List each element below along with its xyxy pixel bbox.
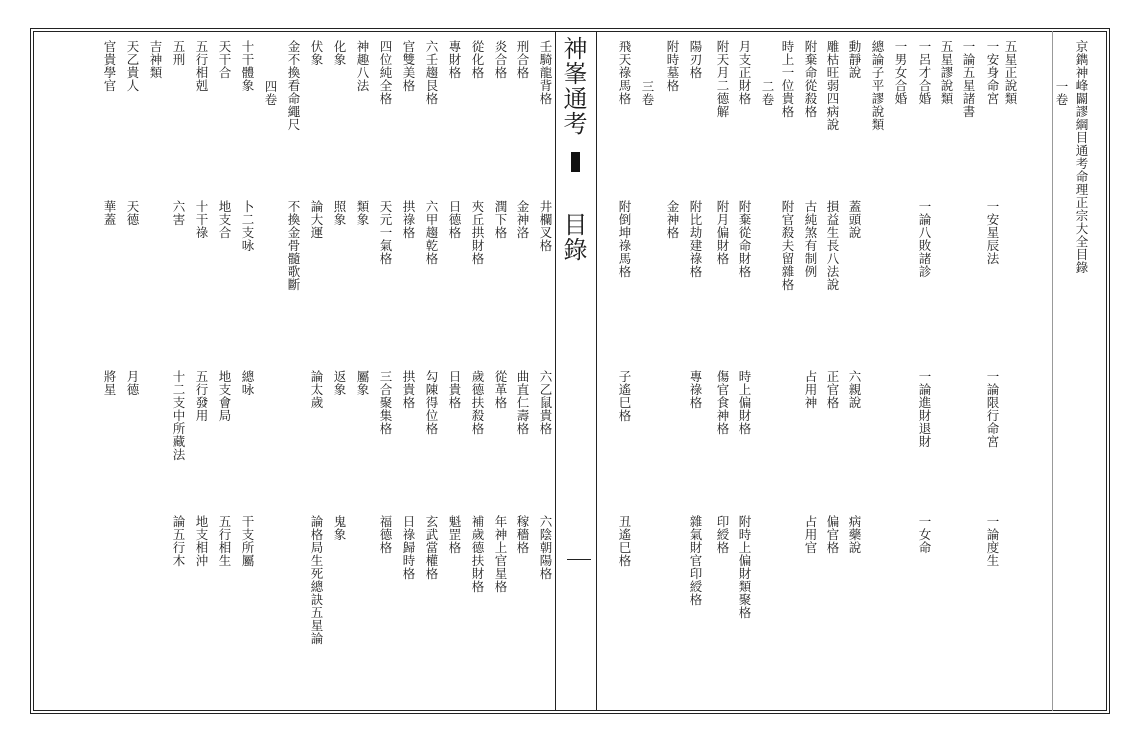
toc-entry-e2: 六親說 bbox=[847, 370, 862, 409]
toc-entry-g8: 神趣八法 bbox=[355, 40, 370, 92]
toc-entry-i16: 月德 bbox=[125, 370, 140, 396]
toc-entry-g6: 官雙美格 bbox=[401, 40, 416, 92]
toc-entry-i0: 六乙鼠貴格 bbox=[538, 370, 553, 435]
toc-entry-g9: 化象 bbox=[332, 40, 347, 66]
toc-entry-c4: 一論五星諸書 bbox=[961, 40, 976, 118]
toc-entry-c3: 一安身命宮 bbox=[985, 40, 1000, 105]
toc-entry-j7: 福德格 bbox=[378, 515, 393, 554]
toc-entry-h0: 井欄叉格 bbox=[538, 200, 553, 252]
toc-entry-g3: 從化格 bbox=[470, 40, 485, 79]
toc-entry-e6: 傷官食神格 bbox=[715, 370, 730, 435]
toc-entry-i11: 總咏 bbox=[240, 370, 255, 396]
right-margin-rule bbox=[1052, 31, 1053, 711]
toc-entry-j14: 論五行木 bbox=[171, 515, 186, 567]
toc-entry-h3: 夾丘拱財格 bbox=[470, 200, 485, 265]
toc-entry-g5: 六壬趨艮格 bbox=[424, 40, 439, 105]
toc-entry-e0: 一論限行命宮 bbox=[985, 370, 1000, 448]
toc-entry-h15: 六害 bbox=[171, 200, 186, 226]
toc-entry-h13: 地支合 bbox=[217, 200, 232, 239]
toc-entry-c9: 動靜說 bbox=[847, 40, 862, 79]
toc-entry-e7: 專祿格 bbox=[688, 370, 703, 409]
toc-entry-i7: 三合聚集格 bbox=[378, 370, 393, 435]
toc-entry-i6: 拱貴格 bbox=[401, 370, 416, 409]
toc-entry-i14: 十二支中所藏法 bbox=[171, 370, 186, 461]
toc-entry-g12: 四卷 bbox=[263, 80, 278, 106]
toc-entry-f8: 丑遙巳格 bbox=[617, 515, 632, 567]
toc-entry-i4: 日貴格 bbox=[447, 370, 462, 409]
centre-fold-line-right bbox=[596, 31, 597, 711]
toc-entry-c10: 雕枯旺弱四病說 bbox=[825, 40, 840, 131]
toc-entry-g4: 專財格 bbox=[447, 40, 462, 79]
toc-entry-c8: 總論子平謬說類 bbox=[870, 40, 885, 131]
toc-entry-j4: 魁罡格 bbox=[447, 515, 462, 554]
toc-entry-h9: 照象 bbox=[332, 200, 347, 226]
toc-entry-j10: 論格局生死總訣五星論 bbox=[309, 515, 324, 645]
book-title: 神峯通考 bbox=[559, 36, 587, 136]
toc-entry-h11: 不換金骨髓歌斷 bbox=[286, 200, 301, 291]
toc-entry-d0: 一安星辰法 bbox=[985, 200, 1000, 265]
section-title: 目錄 bbox=[559, 212, 587, 262]
toc-entry-c7: 一男女合婚 bbox=[893, 40, 908, 105]
toc-entry-j9: 鬼象 bbox=[332, 515, 347, 541]
toc-entry-j13: 地支相沖 bbox=[194, 515, 209, 567]
toc-entry-c18: 三卷 bbox=[640, 80, 655, 106]
toc-entry-j0: 六陰朝陽格 bbox=[538, 515, 553, 580]
toc-entry-d4: 古純煞有制例 bbox=[803, 200, 818, 278]
toc-entry-i5: 勾陳得位格 bbox=[424, 370, 439, 435]
toc-entry-h5: 六甲趨乾格 bbox=[424, 200, 439, 265]
toc-entry-h10: 論大運 bbox=[309, 200, 324, 239]
toc-entry-c14: 月支正財格 bbox=[737, 40, 752, 105]
toc-entry-c11: 附棄命從殺格 bbox=[803, 40, 818, 118]
toc-entry-e1: 一論進財退財 bbox=[917, 370, 932, 448]
toc-entry-j11: 干支所屬 bbox=[240, 515, 255, 567]
toc-entry-c19: 飛天祿馬格 bbox=[617, 40, 632, 105]
toc-entry-f1: 一女命 bbox=[917, 515, 932, 554]
toc-entry-c0: 京鐫神峰闢謬綱目通考命理正宗大全目錄 bbox=[1074, 40, 1089, 274]
toc-entry-d1: 一論八敗諸診 bbox=[917, 200, 932, 278]
toc-entry-i8: 屬象 bbox=[355, 370, 370, 396]
toc-entry-g15: 五行相剋 bbox=[194, 40, 209, 92]
toc-entry-h18: 華蓋 bbox=[102, 200, 117, 226]
toc-entry-j6: 日祿歸時格 bbox=[401, 515, 416, 580]
toc-entry-h2: 潤下格 bbox=[493, 200, 508, 239]
toc-entry-i10: 論太歲 bbox=[309, 370, 324, 409]
toc-entry-g18: 天乙貴人 bbox=[125, 40, 140, 92]
toc-entry-g2: 炎合格 bbox=[493, 40, 508, 79]
toc-entry-g13: 十干體象 bbox=[240, 40, 255, 92]
toc-entry-i1: 曲直仁壽格 bbox=[515, 370, 530, 435]
toc-entry-j3: 補歲德扶財格 bbox=[470, 515, 485, 593]
toc-entry-g10: 伏象 bbox=[309, 40, 324, 66]
toc-entry-j5: 玄武當權格 bbox=[424, 515, 439, 580]
toc-entry-d3: 損益生長八法說 bbox=[825, 200, 840, 291]
toc-entry-i13: 五行發用 bbox=[194, 370, 209, 422]
toc-entry-c1: 一卷 bbox=[1054, 80, 1069, 106]
toc-entry-h8: 類象 bbox=[355, 200, 370, 226]
toc-entry-e4: 占用神 bbox=[803, 370, 818, 409]
toc-entry-g16: 五刑 bbox=[171, 40, 186, 66]
toc-entry-g0: 壬騎龍背格 bbox=[538, 40, 553, 105]
toc-entry-i12: 地支會局 bbox=[217, 370, 232, 422]
toc-entry-f0: 一論度生 bbox=[985, 515, 1000, 567]
toc-entry-g14: 天干合 bbox=[217, 40, 232, 79]
toc-entry-d8: 附比劫建祿格 bbox=[688, 200, 703, 278]
toc-entry-d10: 附倒坤祿馬格 bbox=[617, 200, 632, 278]
toc-entry-d5: 附官殺夫留雜格 bbox=[780, 200, 795, 291]
toc-entry-i2: 從革格 bbox=[493, 370, 508, 409]
toc-entry-f3: 偏官格 bbox=[825, 515, 840, 554]
toc-entry-c12: 時上一位貴格 bbox=[780, 40, 795, 118]
fishtail-mark bbox=[571, 152, 580, 172]
toc-entry-g17: 吉神類 bbox=[148, 40, 163, 79]
toc-entry-f5: 附時上偏財類聚格 bbox=[737, 515, 752, 619]
toc-entry-e3: 正官格 bbox=[825, 370, 840, 409]
toc-entry-j2: 年神上官星格 bbox=[493, 515, 508, 593]
toc-entry-h17: 天德 bbox=[125, 200, 140, 226]
toc-entry-c16: 陽刃格 bbox=[688, 40, 703, 79]
toc-entry-i9: 返象 bbox=[332, 370, 347, 396]
toc-entry-h12: 卜二支咏 bbox=[240, 200, 255, 252]
toc-entry-g1: 刑合格 bbox=[515, 40, 530, 79]
toc-entry-i17: 將星 bbox=[102, 370, 117, 396]
toc-entry-j12: 五行相生 bbox=[217, 515, 232, 567]
toc-entry-e5: 時上偏財格 bbox=[737, 370, 752, 435]
toc-entry-c6: 一呂才合婚 bbox=[917, 40, 932, 105]
toc-entry-f2: 病藥說 bbox=[847, 515, 862, 554]
toc-entry-g11: 金不換看命繩尺 bbox=[286, 40, 301, 131]
toc-entry-c13: 二卷 bbox=[760, 80, 775, 106]
toc-entry-h1: 金神洛 bbox=[515, 200, 530, 239]
toc-entry-h7: 天元一氣格 bbox=[378, 200, 393, 265]
toc-entry-e8: 子遙巳格 bbox=[617, 370, 632, 422]
toc-entry-j1: 稼穡格 bbox=[515, 515, 530, 554]
toc-entry-f6: 印綬格 bbox=[715, 515, 730, 554]
toc-entry-d7: 附月偏財格 bbox=[715, 200, 730, 265]
toc-entry-g19: 官貴學官 bbox=[102, 40, 117, 92]
toc-entry-d6: 附棄從命財格 bbox=[737, 200, 752, 278]
toc-entry-h6: 拱祿格 bbox=[401, 200, 416, 239]
toc-entry-h14: 十干祿 bbox=[194, 200, 209, 239]
toc-entry-h4: 日德格 bbox=[447, 200, 462, 239]
toc-entry-d9: 金神格 bbox=[665, 200, 680, 239]
toc-entry-f4: 占用官 bbox=[803, 515, 818, 554]
toc-entry-c2: 五星正說類 bbox=[1003, 40, 1018, 105]
toc-entry-c15: 附天月二德解 bbox=[715, 40, 730, 118]
toc-entry-c17: 附時墓格 bbox=[665, 40, 680, 92]
toc-entry-f7: 雜氣財官印綬格 bbox=[688, 515, 703, 606]
toc-entry-c5: 五星謬說類 bbox=[939, 40, 954, 105]
toc-entry-i3: 歲德扶殺格 bbox=[470, 370, 485, 435]
centre-fold-line-left bbox=[555, 31, 556, 711]
page-number-mark bbox=[567, 559, 591, 560]
toc-entry-d2: 蓋頭說 bbox=[847, 200, 862, 239]
toc-entry-g7: 四位純全格 bbox=[378, 40, 393, 105]
